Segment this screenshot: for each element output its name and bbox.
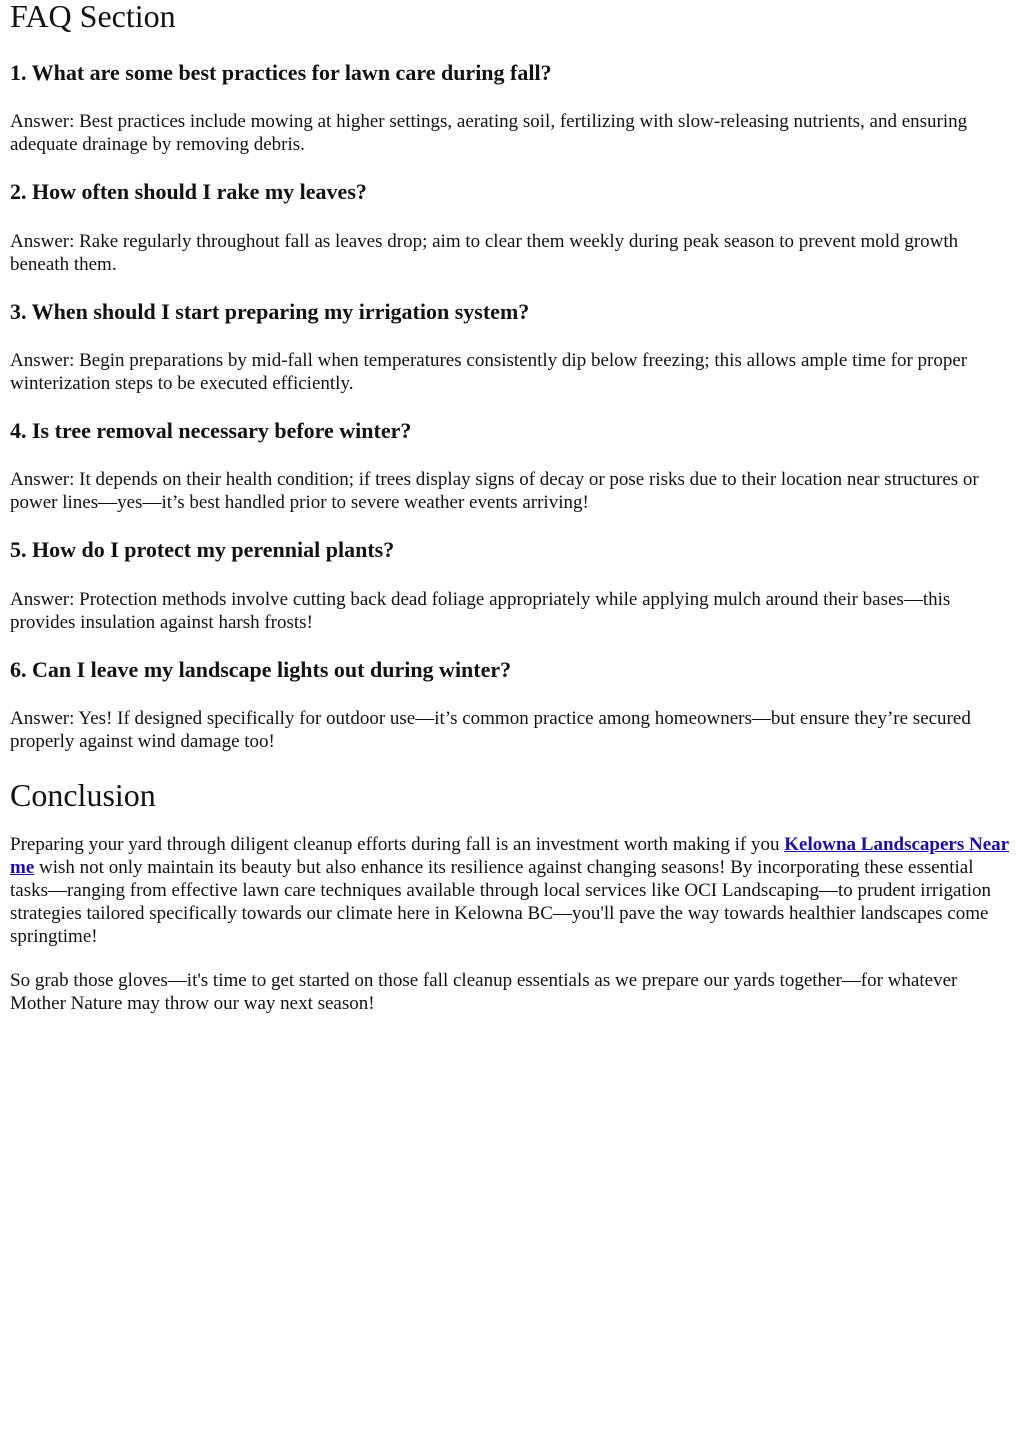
faq-item-4 xyxy=(10,418,1014,514)
conclusion-text-before-link: Preparing your yard through diligent cleanup efforts during fall is an investment worth making if you xyxy=(10,834,785,856)
faq-item-3 xyxy=(10,299,1014,395)
faq-question: 4. Is tree removal necessary before winter? xyxy=(10,418,412,444)
faq-answer: Answer: Begin preparations by mid-fall when temperatures consistently dip below freezing; this allows ample time for proper winterization steps to be executed efficiently. xyxy=(10,350,968,395)
kelowna-landscapers-link[interactable]: Kelowna Landscapers Near me xyxy=(10,834,1010,879)
conclusion-text-after-link: wish not only maintain its beauty but also enhance its resilience against changing seasons! By incorporating these essential tasks—ranging from effective lawn care techniques available through local services like OCI Landscaping—to prudent irrigation strategies tailored specifically towards our climate here in Kelowna BC—you'll pave the way towards healthier landscapes come springtime! xyxy=(10,857,991,948)
faq-item-6 xyxy=(10,657,1014,753)
faq-question: 2. How often should I rake my leaves? xyxy=(10,179,367,205)
faq-question: 5. How do I protect my perennial plants? xyxy=(10,537,395,563)
faq-item-5 xyxy=(10,537,1014,633)
faq-section-title: FAQ Section xyxy=(10,0,176,34)
conclusion-section xyxy=(10,833,1014,1015)
faq-answer: Answer: Yes! If designed specifically for outdoor use—it’s common practice among homeowners—but ensure they’re secured properly against wind damage too! xyxy=(10,707,971,752)
faq-question: 3. When should I start preparing my irrigation system? xyxy=(10,298,530,324)
conclusion-paragraph-2: So grab those gloves—it's time to get started on those fall cleanup essentials as we prepare our yards together—for whatever Mother Nature may throw our way next season! xyxy=(10,970,958,1015)
faq-answer: Answer: Protection methods involve cutting back dead foliage appropriately while applying mulch around their bases—this provides insulation against harsh frosts! xyxy=(10,588,951,633)
conclusion-title: Conclusion xyxy=(10,776,156,813)
faq-item-1 xyxy=(10,60,1014,156)
faq-answer: Answer: It depends on their health condition; if trees display signs of decay or pose risks due to their location near structures or power lines—yes—it’s best handled prior to severe weather events arriving! xyxy=(10,469,979,514)
faq-question: 1. What are some best practices for lawn care during fall? xyxy=(10,60,552,86)
faq-answer: Answer: Best practices include mowing at higher settings, aerating soil, fertilizing with slow-releasing nutrients, and ensuring adequate drainage by removing debris. xyxy=(10,111,968,156)
conclusion-paragraph-1 xyxy=(10,833,1014,948)
faq-item-2 xyxy=(10,179,1014,275)
faq-answer: Answer: Rake regularly throughout fall as leaves drop; aim to clear them weekly during peak season to prevent mold growth beneath them. xyxy=(10,230,959,275)
faq-question: 6. Can I leave my landscape lights out during winter? xyxy=(10,656,512,682)
